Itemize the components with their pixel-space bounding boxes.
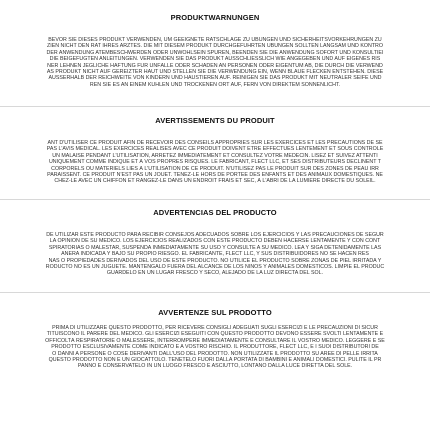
text-line: REN SIE ES AN EINEM KÜHLEN UND TROCKENEN ORT AUF, FERN VON DIREKTEM SONNENLICHT. — [89, 81, 341, 88]
text-line: CHEZ-LE AVEC UN CHIFFON ET RANGEZ-LE DANS UN ENDROIT FRAIS ET SEC, À L'ABRI DE LA LUMIÈRE DIRECTE DU SOLEIL. — [54, 178, 376, 185]
text-line: ANERA INDICADA Y BAJO SU PROPIO RIESGO. EL FABRICANTE, FLECT LLC, Y SUS DISTRIBUIDORES NO SE HACEN RES — [61, 251, 369, 258]
text-line: BEVOR SIE DIESES PRODUKT VERWENDEN, UM GEEIGNETE RATSCHLÄGE ZU ÜBUNGEN UND SICHERHEITSVORKEHRUNGEN ZU — [48, 37, 382, 43]
text-line: UNIQUEMENT COMME INDIQUÉ ET À VOS PROPRES RISQUES. LE FABRICANT, FLECT LLC, ET SES DISTRIBUTEURS DÉCLINENT T — [48, 159, 381, 166]
warning-section-it — [0, 308, 430, 317]
text-line: DER ANWENDUNG ATEMBESCHWERDEN ODER UNWOHLSEIN SPÜREN, BEENDEN SIE DIE ANWENDUNG SOFORT UND KONSULTIEI — [46, 49, 384, 56]
warning-section-es — [0, 208, 430, 217]
text-line: PARAISSENT. CE PRODUIT N'EST PAS UN JOUET. TENEZ-LE HORS DE PORTÉE DES ENFANTS ET DES ANIMAUX DOMESTIQUES. NE — [47, 171, 383, 178]
text-line: CORPORELS OU MATÉRIELS LIÉS À L'UTILISATION DE CE PRODUIT. N'UTILISEZ PAS LE PRODUIT SUR DES ZONES DE PEAU IRR — [51, 165, 379, 172]
text-line: UN MALAISE PENDANT L'UTILISATION, ARRÊTEZ IMMÉDIATEMENT ET CONSULTEZ VOTRE MÉDECIN. LISEZ ET SUIVEZ ATTENTI — [52, 152, 378, 159]
section-title-de: PRODUKTWARNUNGEN — [170, 13, 260, 22]
section-title-it: AVVERTENZE SUL PRODOTTO — [158, 308, 272, 317]
text-line: LA OPINIÓN DE SU MÉDICO. LOS EJERCICIOS REALIZADOS CON ESTE PRODUCTO DEBEN HACERSE LENTAMENTE Y CON CONT — [49, 238, 381, 245]
text-line: AS PRODUKT NICHT AUF GEREIZTER HAUT UND STELLEN SIE DIE VERWENDUNG EIN, WENN BLAUE FLECKEN ENTSTEHEN. DIESE — [46, 68, 384, 75]
section-divider — [0, 199, 430, 200]
section-divider — [0, 292, 430, 293]
text-line: DE UTILIZAR ESTE PRODUCTO PARA RECIBIR CONSEJOS ADECUADOS SOBRE LOS EJERCICIOS Y LAS PRECAUCIONES DE SEGUR — [46, 232, 384, 238]
section-body-it — [0, 325, 430, 370]
warning-section-fr — [0, 116, 430, 125]
text-line: AUSSERHALB DER REICHWEITE VON KINDERN UND HAUSTIEREN AUF. REINIGEN SIE DAS PRODUKT MIT NEUTRALER SEIFE UND — [48, 75, 382, 82]
text-line: NER LEHNEN JEGLICHE HAFTUNG FÜR UNFÄLLE ODER SCHÄDEN AN PERSONEN ODER EIGENTUM AB, DIE DURCH DIE VERWEND — [47, 62, 383, 69]
text-line: OFFICOLTÀ RESPIRATORIE O MALESSERE, INTERROMPERE IMMEDIATAMENTE E CONSULTARE IL VOSTRO MEDICO. LEGGERE E SE — [45, 337, 385, 344]
text-line: PANNO E CONSERVATELO IN UN LUOGO FRESCO E ASCIUTTO, LONTANO DALLA LUCE DIRETTA DEL SOLE. — [77, 363, 353, 370]
section-title-es: ADVERTENCIAS DEL PRODUCTO — [153, 208, 277, 217]
section-body-fr — [0, 140, 430, 185]
section-body-es — [0, 232, 430, 277]
text-line: SPIRATORIAS O MALESTAR, SUSPENDA INMEDIATAMENTE SU USO Y CONSULTE A SU MÉDICO. LEA Y SIGA DETENIDAMENTE LAS — [48, 244, 382, 251]
text-line: PAS L'AVIS MÉDICAL. LES EXERCICES RÉALISÉS AVEC CE PRODUIT DOIVENT ÊTRE EFFECTUÉS LENTEMENT ET SOUS CONTRÔLE — [46, 146, 384, 153]
text-line: DIE BEIGEFÜGTEN ANLEITUNGEN. VERWENDEN SIE DAS PRODUKT AUSSCHLIESSLICH WIE ANGEGEBEN UND AUF EIGENES RIS — [49, 56, 381, 63]
text-line: QUESTO PRODOTTO NON È UN GIOCATTOLO. TENETELO FUORI DALLA PORTATA DI BAMBINI E ANIMALI DOMESTICI. PULITE IL PR — [48, 356, 382, 363]
text-line: O DANNI A PERSONE O COSE DERIVANTI DALL'USO DEL PRODOTTO. NON UTILIZZATE IL PRODOTTO SU AREE DI PELLE IRRITA — [52, 350, 378, 357]
text-line: GUÁRDELO EN UN LUGAR FRESCO Y SECO, ALEJADO DE LA LUZ DIRECTA DEL SOL. — [106, 270, 324, 277]
text-line: PRODOTTO ESCLUSIVAMENTE COME INDICATO E A VOSTRO RISCHIO. IL PRODUTTORE, FLECT LLC, E I SUOI DISTRIBUTORI DE — [51, 344, 379, 351]
warning-section-de — [0, 13, 430, 22]
section-title-fr: AVERTISSEMENTS DU PRODUIT — [155, 116, 275, 125]
text-line: ANT D'UTILISER CE PRODUIT AFIN DE RECEVOIR DES CONSEILS APPROPRIÉS SUR LES EXERCICES ET LES PRÉCAUTIONS DE SÉ — [47, 140, 383, 146]
text-line: ZIEN NICHT DEN RAT IHRES ARZTES. DIE MIT DIESEM PRODUKT DURCHGEFÜHRTEN ÜBUNGEN SOLLTEN LANGSAM UND KONTRO — [47, 43, 383, 50]
section-divider — [0, 106, 430, 107]
text-line: RODUCTO NO ES UN JUGUETE. MANTÉNGALO FUERA DEL ALCANCE DE LOS NIÑOS Y ANIMALES DOMÉSTICOS. LIMPIE EL PRODUC — [45, 263, 385, 270]
text-line: TITUISCONO IL PARERE DEL MEDICO. GLI ESERCIZI ESEGUITI CON QUESTO PRODOTTO DEVONO ESSERE SVOLTI LENTAMENTE E — [46, 331, 384, 338]
section-body-de — [0, 37, 430, 88]
text-line: NAS O PROPIEDADES DERIVADOS DEL USO DE ESTE PRODUCTO. NO UTILICE EL PRODUCTO SOBRE ZONAS DE PIEL IRRITADA Y — [48, 257, 382, 264]
text-line: PRIMA DI UTILIZZARE QUESTO PRODOTTO, PER RICEVERE CONSIGLI ADEGUATI SUGLI ESERCIZI E LE PRECAUZIONI DI SICUR — [52, 325, 378, 331]
